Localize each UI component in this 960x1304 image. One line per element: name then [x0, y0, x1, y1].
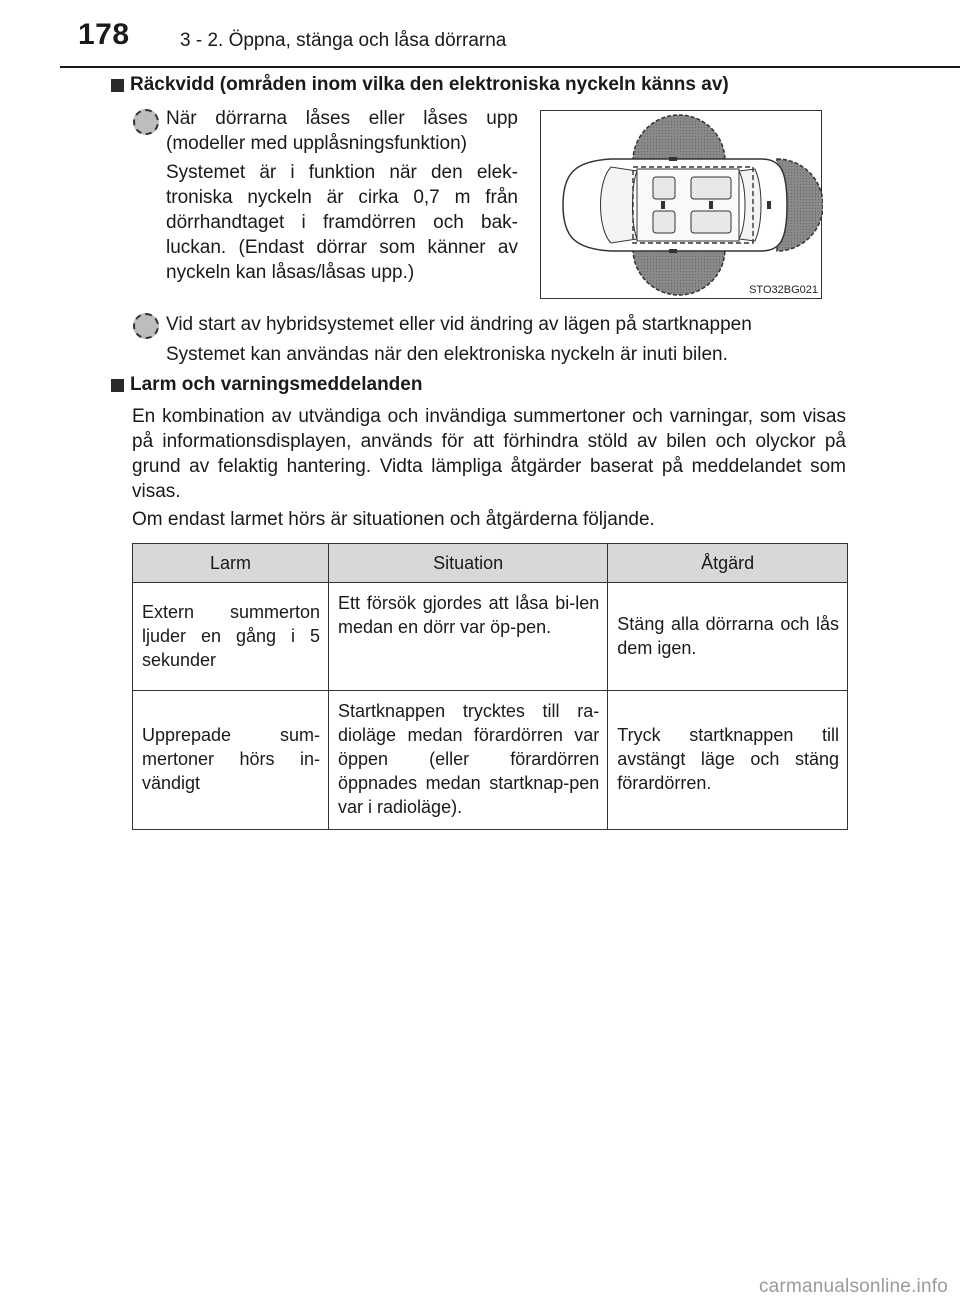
alarm-table	[132, 543, 848, 830]
table-row	[133, 691, 848, 830]
alarm-paragraph-1: En kombination av utvändiga och invändiga summertoner och varningar, som visas på informationsdisplayen, används för att förhindra stöld av bilen och olyckor på grund av felaktig hantering. Vidta lämpliga åtgärder baserat på meddelandet som visas.	[132, 406, 846, 502]
table-header-action: Åtgärd	[608, 544, 848, 583]
figure-code: STO32BG021	[749, 284, 818, 296]
square-marker-icon	[111, 79, 124, 92]
bullet2-title: Vid start av hybridsystemet eller vid ändring av lägen på startknappen	[166, 314, 752, 335]
chapter-title: 3 - 2. Öppna, stänga och låsa dörrarna	[180, 30, 507, 51]
table-cell-alarm: Extern summerton ljuder en gång i 5 sekunder	[133, 583, 329, 691]
header-rule	[60, 66, 960, 68]
watermark: carmanualsonline.info	[758, 1276, 948, 1297]
car-windshield	[601, 167, 638, 243]
car-top-view-illustration	[541, 111, 823, 300]
table-cell-action: Stäng alla dörrarna och lås dem igen.	[608, 583, 848, 691]
section-heading-range	[111, 74, 729, 96]
section-heading-range-text: Räckvidd (områden inom vilka den elektroniska nyckeln känns av)	[130, 74, 729, 95]
bullet-dot-icon	[133, 313, 159, 339]
table-cell-situation: Ett försök gjordes att låsa bi-len medan en dörr var öp-pen.	[329, 583, 608, 691]
table-header-alarm: Larm	[133, 544, 329, 583]
table-header-situation: Situation	[329, 544, 608, 583]
bullet2-body: Systemet kan användas när den elektroniska nyckeln är inuti bilen.	[166, 344, 728, 365]
table-cell-situation: Startknappen trycktes till ra-dioläge medan förardörren var öppen (eller förardörren öppnades medan startknap-pen var i radioläge).	[329, 691, 608, 830]
section-heading-alarm	[111, 374, 422, 396]
table-cell-action: Tryck startknappen till avstängt läge och stäng förardörren.	[608, 691, 848, 830]
table-header-row	[133, 544, 848, 583]
bullet1-body: Systemet är i funktion när den elek-troniska nyckeln är cirka 0,7 m från dörrhandtaget i framdörren och bak-luckan. (Endast dörrar som känner av nyckeln kan låsas/låsas upp.)	[166, 162, 518, 283]
detection-zone-front-left	[633, 115, 725, 161]
bullet-dot-icon	[133, 109, 159, 135]
bullet1-title: När dörrarna låses eller låses upp (modeller med upplåsningsfunktion)	[166, 108, 518, 154]
table-row	[133, 583, 848, 691]
square-marker-icon	[111, 379, 124, 392]
key-range-figure	[540, 110, 822, 299]
section-heading-alarm-text: Larm och varningsmeddelanden	[130, 374, 423, 395]
page-number: 178	[78, 18, 130, 51]
table-cell-alarm: Upprepade sum-mertoner hörs in-vändigt	[133, 691, 329, 830]
detection-zone-front-right	[633, 249, 725, 295]
alarm-paragraph-2: Om endast larmet hörs är situationen och åtgärderna följande.	[132, 509, 655, 530]
